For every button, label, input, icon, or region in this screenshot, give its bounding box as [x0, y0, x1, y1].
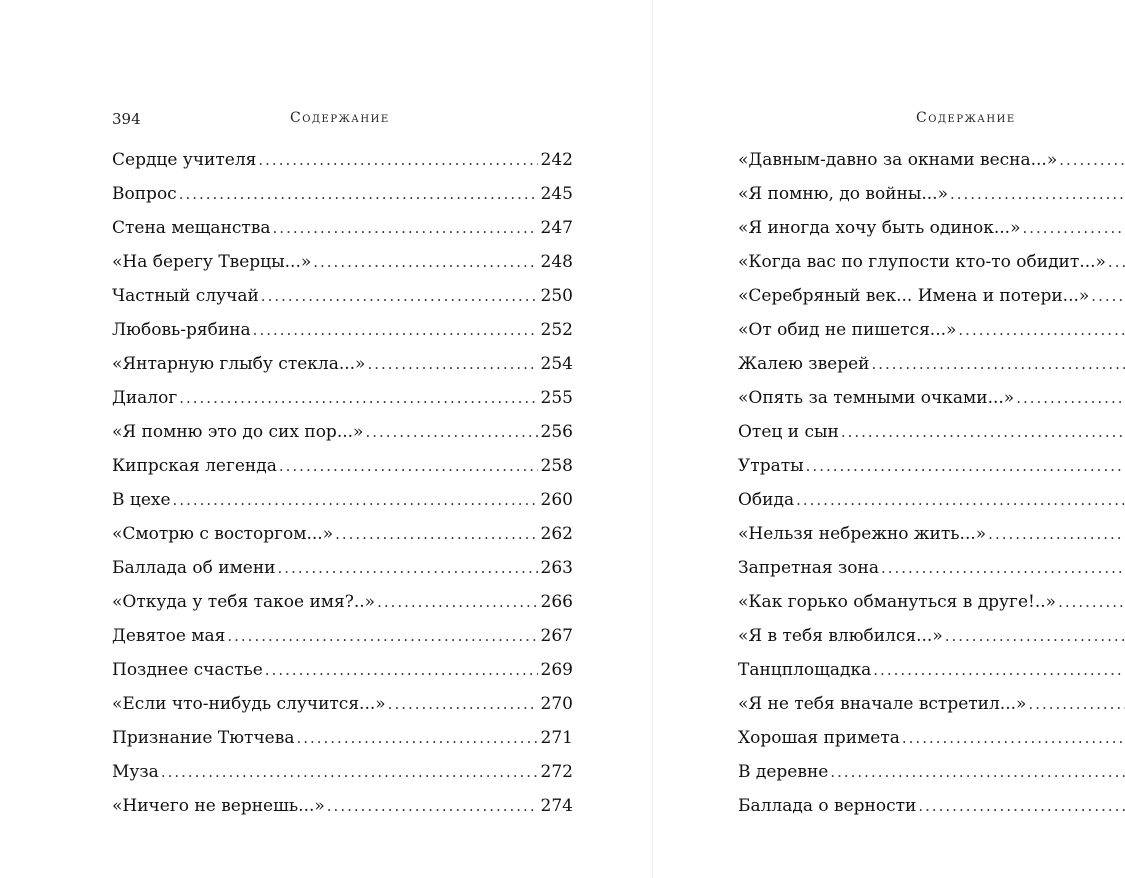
toc-entry-title: «Я помню, до войны...» — [738, 184, 948, 204]
dot-leader — [841, 423, 1125, 441]
toc-entry-page: 262 — [540, 524, 573, 544]
toc-entry-title: «Если что-нибудь случится...» — [112, 694, 386, 714]
toc-entry-page: 254 — [540, 354, 573, 374]
toc-list-left — [112, 150, 573, 830]
dot-leader — [945, 627, 1125, 645]
toc-entry — [112, 796, 573, 830]
toc-entry — [112, 762, 573, 796]
toc-entry — [112, 694, 573, 728]
toc-entry-title: «Ничего не вернешь...» — [112, 796, 325, 816]
toc-entry-page: 245 — [540, 184, 573, 204]
toc-entry-page: 258 — [540, 456, 573, 476]
toc-entry — [738, 388, 1125, 422]
toc-entry — [112, 388, 573, 422]
toc-entry — [738, 490, 1125, 524]
toc-entry-page: 272 — [540, 762, 573, 782]
toc-entry-title: В цехе — [112, 490, 171, 510]
dot-leader — [161, 763, 538, 781]
toc-entry — [738, 286, 1125, 320]
dot-leader — [179, 185, 538, 203]
toc-entry-page: 274 — [540, 796, 573, 816]
dot-leader — [918, 797, 1125, 815]
toc-entry — [112, 320, 573, 354]
dot-leader — [830, 763, 1125, 781]
toc-entry-title: Баллада об имени — [112, 558, 276, 578]
toc-entry-title: Диалог — [112, 388, 178, 408]
toc-entry-title: «На берегу Тверцы...» — [112, 252, 312, 272]
toc-entry — [112, 592, 573, 626]
toc-entry-title: Признание Тютчева — [112, 728, 295, 748]
toc-entry-title: Стена мещанства — [112, 218, 271, 238]
toc-entry-page: 250 — [540, 286, 573, 306]
dot-leader — [279, 457, 538, 475]
toc-entry-title: Вопрос — [112, 184, 177, 204]
toc-entry — [112, 184, 573, 218]
toc-entry — [738, 796, 1125, 830]
toc-entry — [738, 252, 1125, 286]
toc-entry — [112, 728, 573, 762]
toc-entry-page: 270 — [540, 694, 573, 714]
toc-entry-title: «Янтарную глыбу стекла...» — [112, 354, 366, 374]
dot-leader — [1059, 151, 1125, 169]
toc-entry-page: 260 — [540, 490, 573, 510]
dot-leader — [1108, 253, 1125, 271]
dot-leader — [881, 559, 1125, 577]
toc-entry — [738, 456, 1125, 490]
toc-entry-title: «Как горько обмануться в друге!..» — [738, 592, 1057, 612]
toc-entry-page: 269 — [540, 660, 573, 680]
toc-entry-title: Обида — [738, 490, 795, 510]
toc-entry — [738, 150, 1125, 184]
dot-leader — [950, 185, 1125, 203]
toc-entry — [112, 354, 573, 388]
toc-entry — [738, 694, 1125, 728]
toc-entry-title: «Я помню это до сих пор...» — [112, 422, 364, 442]
toc-entry-title: Муза — [112, 762, 159, 782]
running-head-right: Содержание — [916, 110, 1016, 126]
dot-leader — [253, 321, 538, 339]
toc-entry — [112, 252, 573, 286]
dot-leader — [278, 559, 538, 577]
dot-leader — [265, 661, 538, 679]
toc-entry-title: Позднее счастье — [112, 660, 263, 680]
toc-entry-title: Сердце учителя — [112, 150, 257, 170]
dot-leader — [988, 525, 1125, 543]
toc-entry-title: «Давным-давно за окнами весна...» — [738, 150, 1058, 170]
toc-entry — [112, 660, 573, 694]
toc-entry-title: Баллада о верности — [738, 796, 917, 816]
toc-entry — [112, 456, 573, 490]
dot-leader — [1022, 219, 1125, 237]
toc-entry-title: Жалею зверей — [738, 354, 870, 374]
toc-entry — [738, 592, 1125, 626]
running-head-left: Содержание — [290, 110, 390, 126]
toc-entry — [738, 558, 1125, 592]
toc-entry — [738, 524, 1125, 558]
toc-entry-page: 248 — [540, 252, 573, 272]
dot-leader — [261, 287, 538, 305]
toc-entry — [738, 728, 1125, 762]
dot-leader — [296, 729, 537, 747]
dot-leader — [273, 219, 538, 237]
toc-entry-page: 252 — [540, 320, 573, 340]
dot-leader — [1091, 287, 1125, 305]
dot-leader — [335, 525, 537, 543]
dot-leader — [179, 389, 537, 407]
toc-entry — [738, 626, 1125, 660]
toc-entry-page: 271 — [540, 728, 573, 748]
toc-entry-title: Любовь-рябина — [112, 320, 251, 340]
dot-leader — [258, 151, 537, 169]
dot-leader — [327, 797, 538, 815]
dot-leader — [1016, 389, 1125, 407]
toc-entry-title: Хорошая примета — [738, 728, 900, 748]
dot-leader — [806, 457, 1125, 475]
dot-leader — [377, 593, 537, 611]
toc-entry-title: «Когда вас по глупости кто-то обидит...» — [738, 252, 1106, 272]
right-page — [653, 0, 1125, 878]
toc-entry-page: 256 — [540, 422, 573, 442]
toc-entry — [112, 286, 573, 320]
dot-leader — [365, 423, 537, 441]
dot-leader — [1028, 695, 1125, 713]
dot-leader — [796, 491, 1125, 509]
toc-entry-title: Утраты — [738, 456, 804, 476]
toc-entry-title: «Серебряный век... Имена и потери...» — [738, 286, 1090, 306]
toc-entry-title: Отец и сын — [738, 422, 839, 442]
dot-leader — [367, 355, 537, 373]
toc-entry-page: 255 — [540, 388, 573, 408]
toc-entry — [738, 660, 1125, 694]
dot-leader — [173, 491, 538, 509]
toc-entry-title: Девятое мая — [112, 626, 226, 646]
toc-entry-title: «Нельзя небрежно жить...» — [738, 524, 987, 544]
dot-leader — [313, 253, 537, 271]
page-number: 394 — [112, 110, 141, 128]
toc-entry — [738, 184, 1125, 218]
dot-leader — [227, 627, 537, 645]
dot-leader — [958, 321, 1125, 339]
toc-entry-title: «Я не тебя вначале встретил...» — [738, 694, 1027, 714]
toc-entry-title: В деревне — [738, 762, 829, 782]
toc-entry — [738, 320, 1125, 354]
toc-entry-title: Танцплощадка — [738, 660, 872, 680]
toc-entry — [738, 354, 1125, 388]
toc-entry — [112, 558, 573, 592]
toc-entry — [112, 490, 573, 524]
dot-leader — [871, 355, 1125, 373]
toc-entry-title: Кипрская легенда — [112, 456, 277, 476]
toc-entry-title: «Смотрю с восторгом...» — [112, 524, 334, 544]
toc-entry-title: Запретная зона — [738, 558, 879, 578]
toc-entry-page: 266 — [540, 592, 573, 612]
dot-leader — [388, 695, 538, 713]
toc-entry-title: «От обид не пишется...» — [738, 320, 957, 340]
toc-entry — [112, 524, 573, 558]
toc-entry-title: «Откуда у тебя такое имя?..» — [112, 592, 376, 612]
toc-entry-title: «Я в тебя влюбился...» — [738, 626, 943, 646]
toc-entry-page: 247 — [540, 218, 573, 238]
dot-leader — [902, 729, 1125, 747]
toc-list-right — [738, 150, 1125, 830]
toc-entry-page: 267 — [540, 626, 573, 646]
toc-entry — [738, 762, 1125, 796]
toc-entry — [112, 150, 573, 184]
toc-entry-page: 263 — [540, 558, 573, 578]
toc-entry — [738, 422, 1125, 456]
toc-entry-title: Частный случай — [112, 286, 259, 306]
toc-entry-title: «Я иногда хочу быть одинок...» — [738, 218, 1021, 238]
dot-leader — [873, 661, 1125, 679]
toc-entry-page: 242 — [540, 150, 573, 170]
dot-leader — [1058, 593, 1125, 611]
toc-entry — [738, 218, 1125, 252]
toc-entry — [112, 218, 573, 252]
toc-entry — [112, 626, 573, 660]
toc-entry-title: «Опять за темными очками...» — [738, 388, 1015, 408]
toc-entry — [112, 422, 573, 456]
